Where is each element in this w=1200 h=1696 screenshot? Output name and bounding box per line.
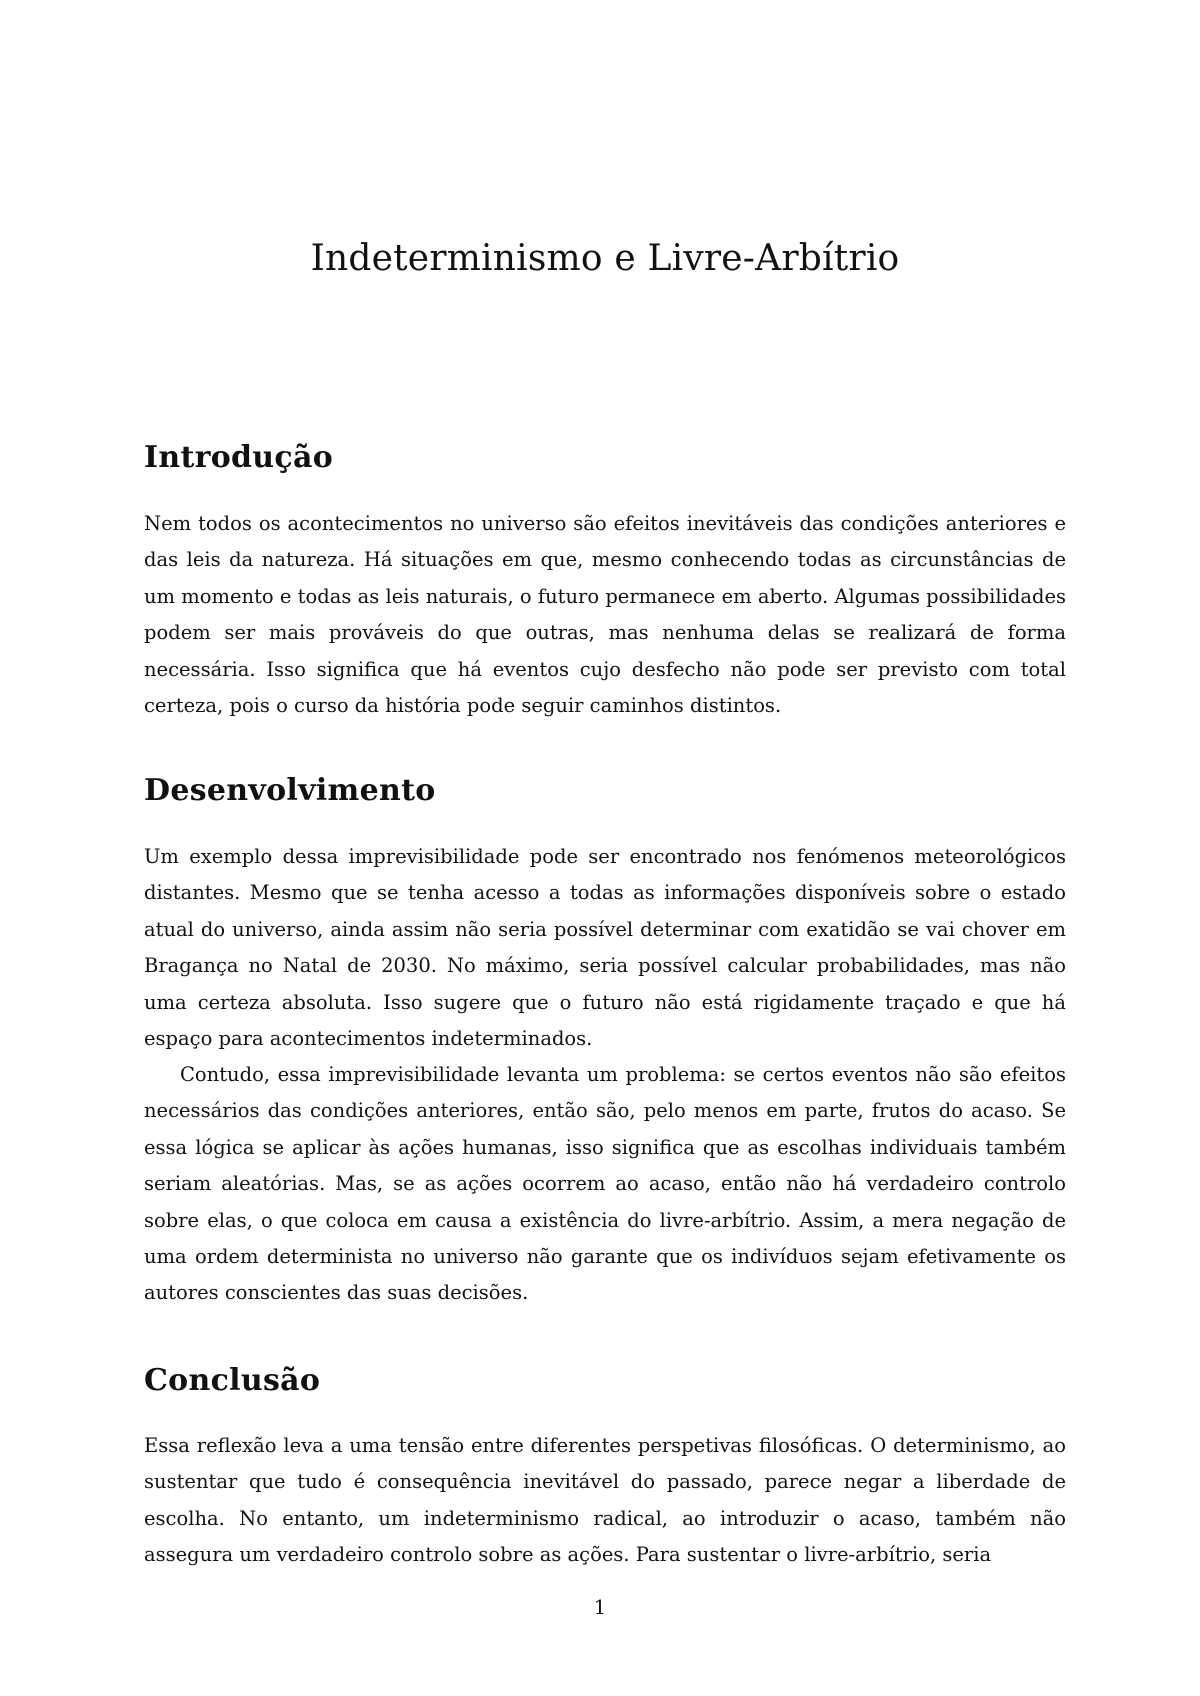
paragraph-introducao: Nem todos os acontecimentos no universo são efeitos inevitáveis das condições anteriores e das leis da natureza. Há situações em que, mesmo conhecendo todas as circunstâncias de um momento e todas as leis naturais, o futuro permanece em aberto. Algumas possibilidades podem ser mais prováveis do que outras, mas nenhuma delas se realizará de forma necessária. Isso significa que há eventos cujo desfecho não pode ser previsto com total certeza, pois o curso da história pode seguir caminhos distintos. — [144, 512, 1066, 718]
page-number: 1 — [593, 1596, 607, 1619]
section-heading-introducao: Introdução — [144, 440, 334, 475]
document-title: Indeterminismo e Livre-Arbítrio — [310, 238, 900, 279]
paragraph-desenvolvimento-2: Contudo, essa imprevisibilidade levanta um problema: se certos eventos não são efeitos necessários das condições anteriores, então são, pelo menos em parte, frutos do acaso. Se essa lógica se aplicar às ações humanas, isso significa que as escolhas individuais também seriam aleatórias. Mas, se as ações ocorrem ao acaso, então não há verdadeiro controlo sobre elas, o que coloca em causa a existência do livre-arbítrio. Assim, a mera negação de uma ordem determinista no universo não garante que os indivíduos sejam efetivamente os autores conscientes das suas decisões. — [144, 1063, 1066, 1305]
paragraph-desenvolvimento-1: Um exemplo dessa imprevisibilidade pode ser encontrado nos fenómenos meteorológicos distantes. Mesmo que se tenha acesso a todas as informações disponíveis sobre o estado atual do universo, ainda assim não seria possível determinar com exatidão se vai chover em Bragança no Natal de 2030. No máximo, seria possível calcular probabilidades, mas não uma certeza absoluta. Isso sugere que o futuro não está rigidamente traçado e que há espaço para acontecimentos indeterminados. — [144, 845, 1066, 1051]
section-heading-desenvolvimento: Desenvolvimento — [144, 773, 436, 808]
paragraph-conclusao: Essa reflexão leva a uma tensão entre diferentes perspetivas filosóficas. O determinismo, ao sustentar que tudo é consequência inevitável do passado, parece negar a liberdade de escolha. No entanto, um indeterminismo radical, ao introduzir o acaso, também não assegura um verdadeiro controlo sobre as ações. Para sustentar o livre-arbítrio, seria — [144, 1434, 1066, 1567]
section-heading-conclusao: Conclusão — [144, 1363, 321, 1398]
